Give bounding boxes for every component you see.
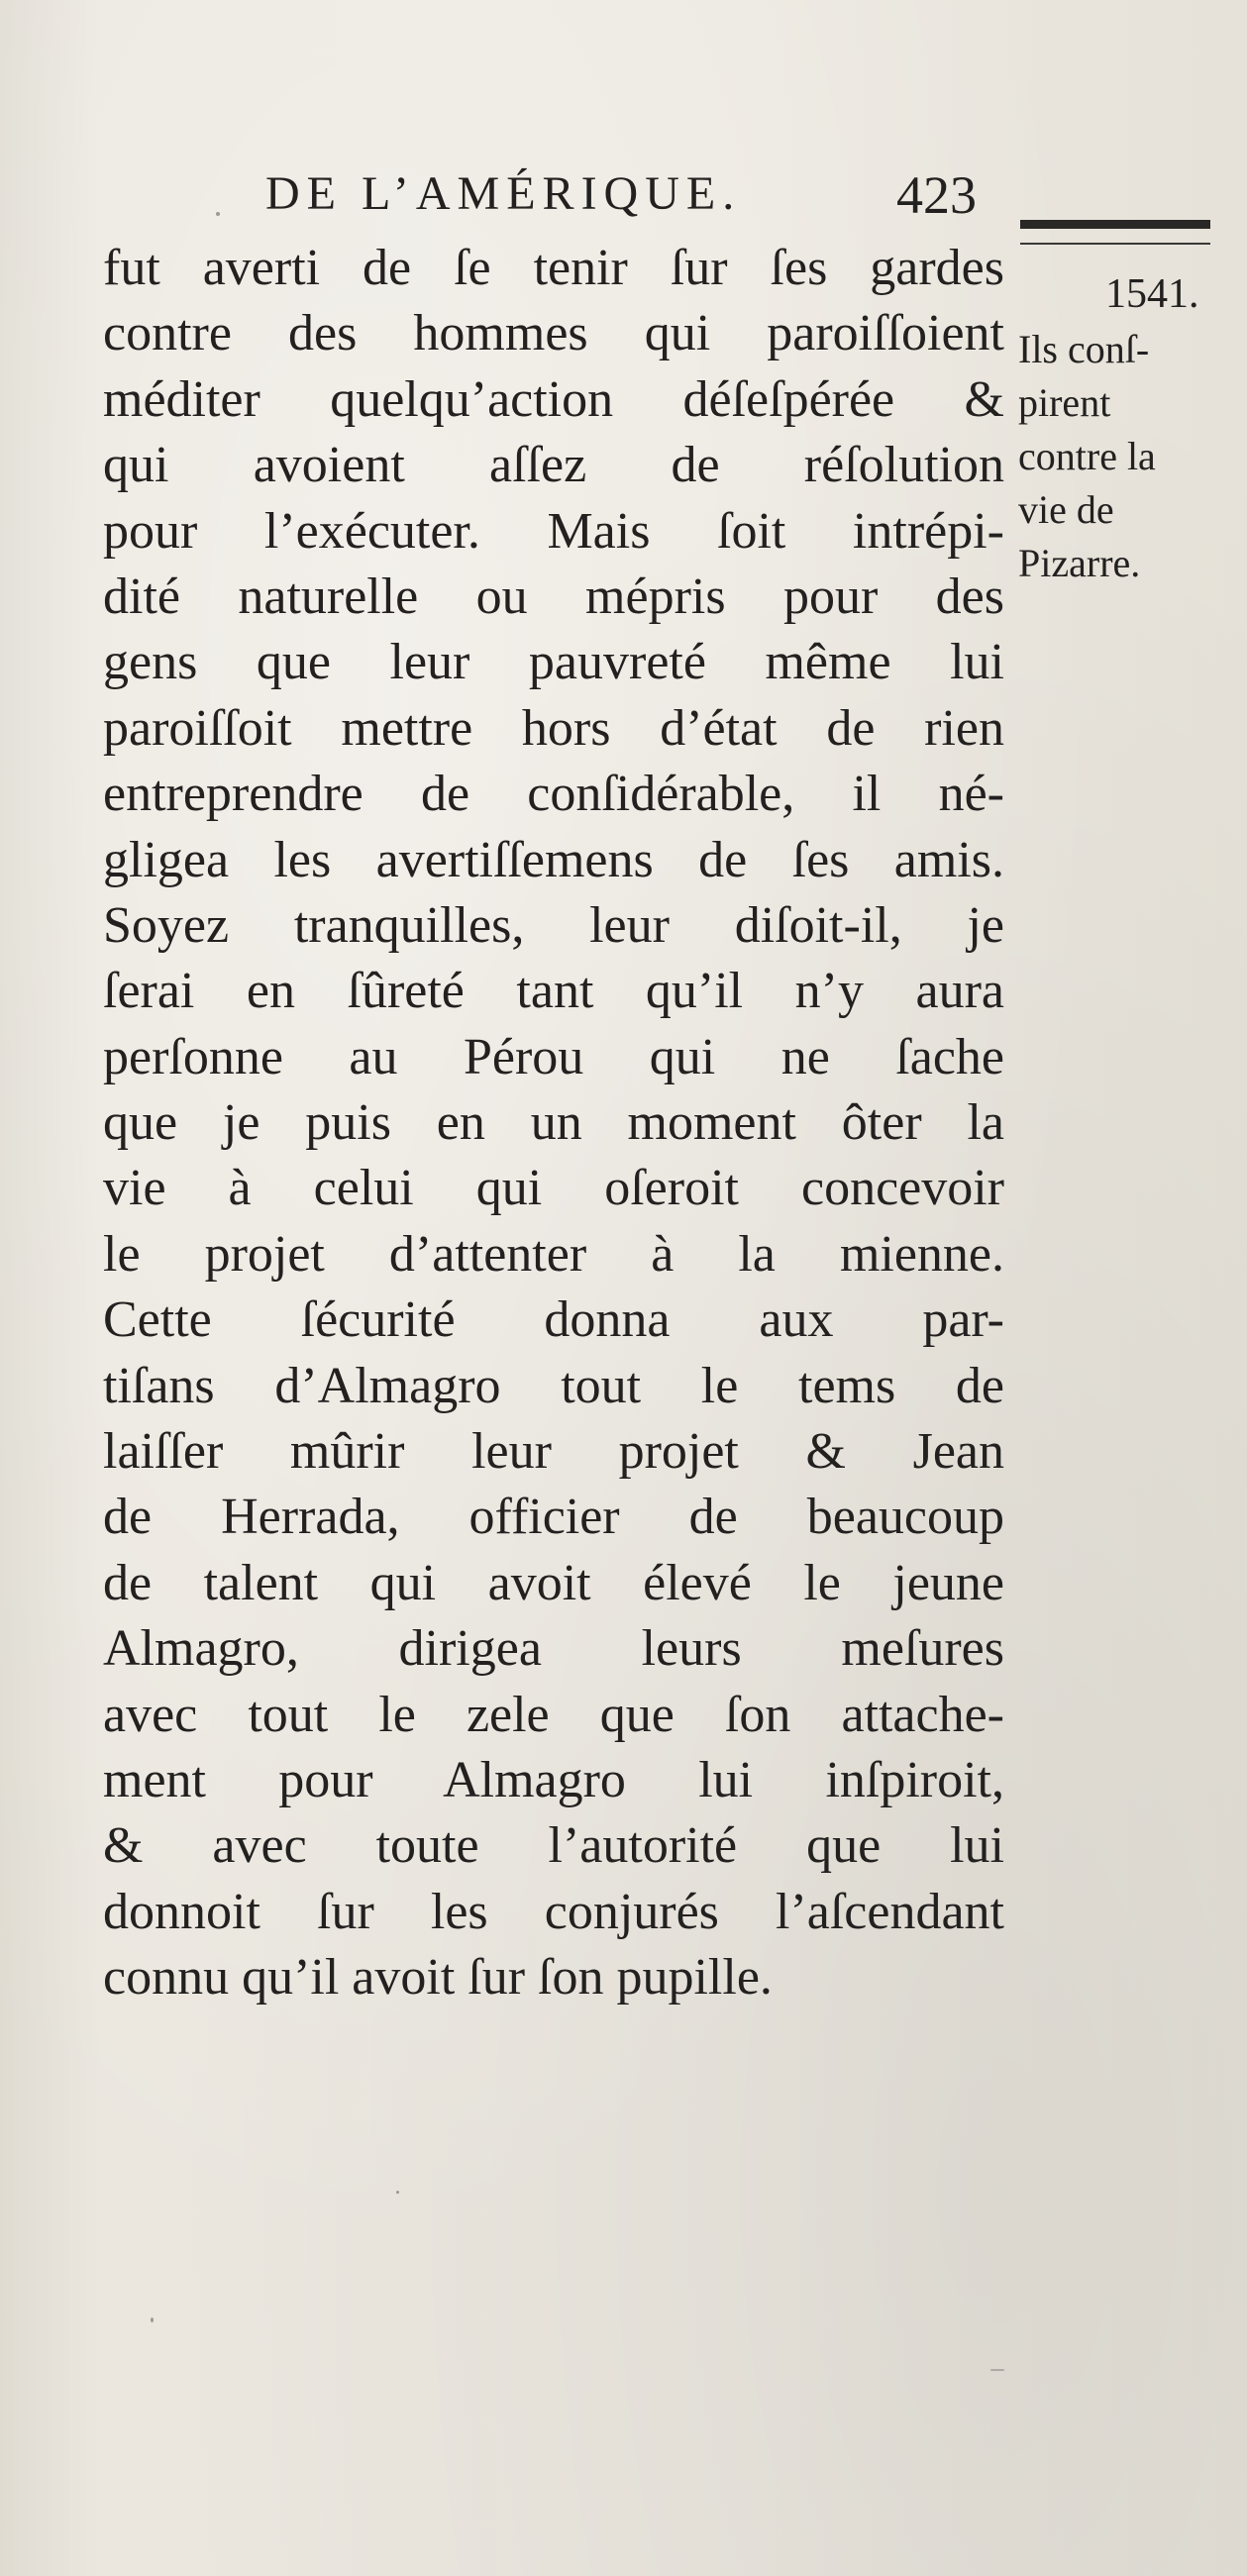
page-number: 423 xyxy=(896,165,977,225)
margin-note-line: contre la xyxy=(1018,434,1156,478)
margin-note xyxy=(1018,267,1221,590)
text-line: qui avoient aſſez de réſolution xyxy=(103,437,1004,494)
margin-rule xyxy=(1020,220,1210,229)
text-line: de Herrada, officier de beaucoup xyxy=(103,1489,1004,1546)
text-line: gligea les avertiſſemens de ſes amis. xyxy=(103,831,1004,888)
text-line: ſerai en ſûreté tant qu’il n’y aura xyxy=(103,963,1004,1020)
text-line: donnoit ſur les conjurés l’aſcendant xyxy=(103,1883,1004,1940)
paper-speck xyxy=(990,2369,1004,2371)
text-line: & avec toute l’autorité que lui xyxy=(103,1817,1004,1875)
margin-note-line: Ils conſ- xyxy=(1018,327,1150,371)
text-line: avec tout le zele que ſon attache- xyxy=(103,1686,1004,1743)
text-line: de talent qui avoit élevé le jeune xyxy=(103,1554,1004,1611)
paper-speck xyxy=(151,2318,154,2322)
text-line: tiſans d’Almagro tout le tems de xyxy=(103,1357,1004,1414)
text-line: ment pour Almagro lui inſpiroit, xyxy=(103,1751,1004,1808)
text-line: perſonne au Pérou qui ne ſache xyxy=(103,1028,1004,1085)
paper-speck xyxy=(396,2191,399,2194)
margin-rule-thin xyxy=(1020,243,1210,245)
text-line: Almagro, dirigea leurs meſures xyxy=(103,1620,1004,1678)
margin-note-line: vie de xyxy=(1018,487,1114,532)
text-line: gens que leur pauvreté même lui xyxy=(103,634,1004,691)
running-title: DE L’AMÉRIQUE. xyxy=(265,167,742,220)
text-line: laiſſer mûrir leur projet & Jean xyxy=(103,1423,1004,1481)
text-line: entreprendre de conſidérable, il né- xyxy=(103,766,1004,823)
text-line: pour l’exécuter. Mais ſoit intrépi- xyxy=(103,502,1004,560)
text-line: Soyez tranquilles, leur diſoit-il, je xyxy=(103,896,1004,954)
text-line: fut averti de ſe tenir ſur ſes gardes xyxy=(103,240,1004,296)
text-line: contre des hommes qui paroiſſoient xyxy=(103,305,1004,362)
text-line: connu qu’il avoit ſur ſon pupille. xyxy=(103,1949,773,2007)
margin-note-line: pirent xyxy=(1018,380,1111,425)
text-line: vie à celui qui oſeroit concevoir xyxy=(103,1160,1004,1217)
text-line: que je puis en un moment ôter la xyxy=(103,1094,1004,1152)
margin-note-line: Pizarre. xyxy=(1018,541,1141,585)
paper-speck xyxy=(216,212,220,216)
margin-year: 1541. xyxy=(1105,271,1199,317)
body-text xyxy=(103,236,1004,2011)
text-line: dité naturelle ou mépris pour des xyxy=(103,567,1004,625)
text-line: paroiſſoit mettre hors d’état de rien xyxy=(103,699,1004,757)
text-line: méditer quelqu’action déſeſpérée & xyxy=(103,370,1004,428)
text-line: Cette ſécurité donna aux par- xyxy=(103,1291,1004,1349)
text-line: le projet d’attenter à la mienne. xyxy=(103,1225,1004,1283)
